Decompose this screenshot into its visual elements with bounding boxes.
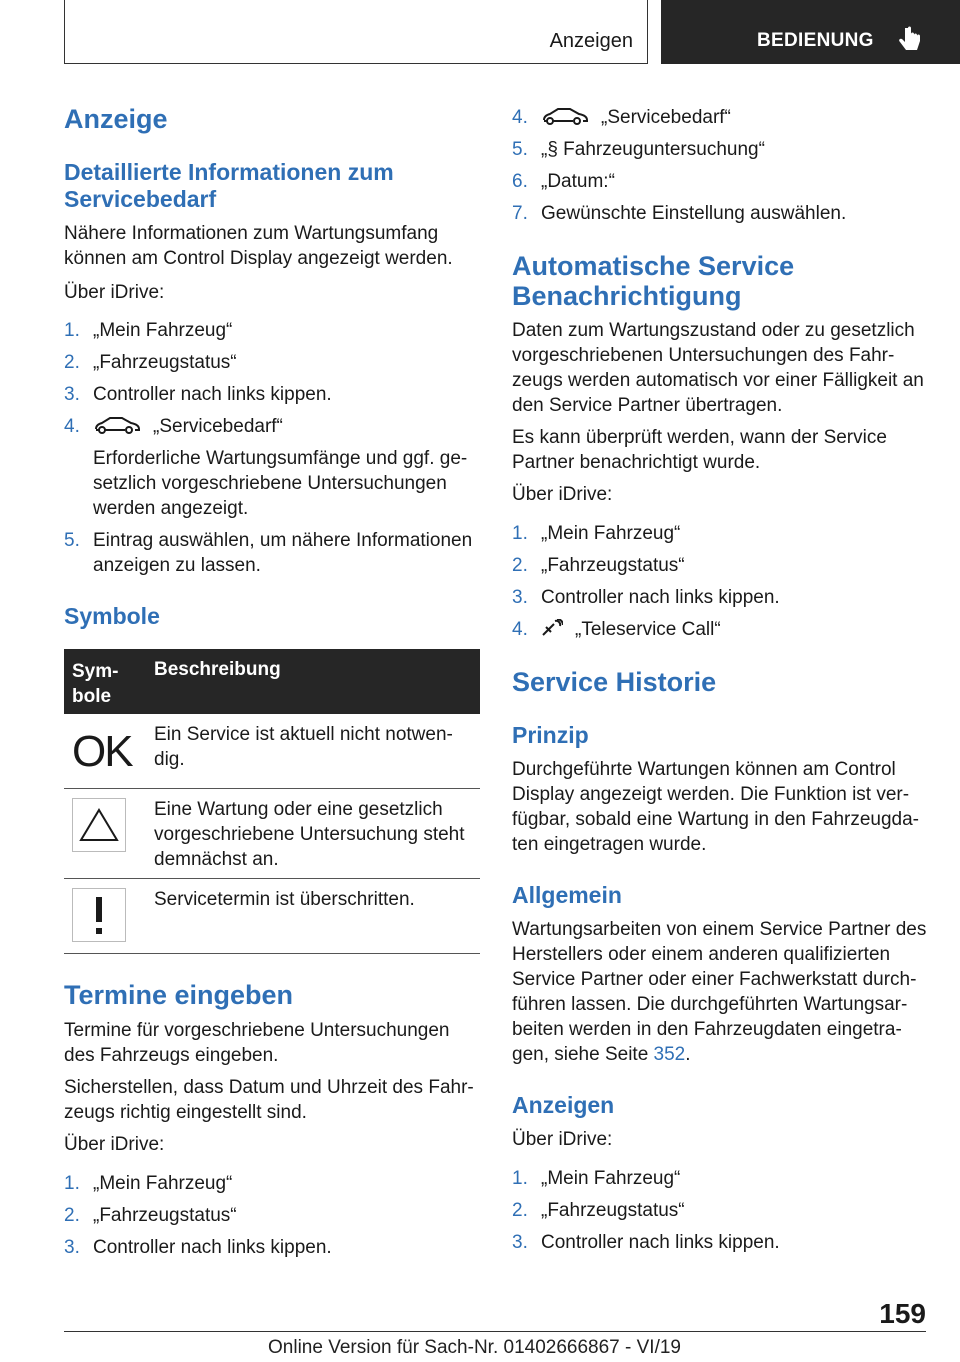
paragraph-line: Wartungsarbeiten von einem Service Partner des [512, 919, 927, 940]
paragraph-line: vorgeschriebenen Untersuchungen des Fahr- [512, 345, 895, 366]
page-number: 159 [879, 1298, 926, 1329]
step4-description-line: setzlich vorgeschriebene Untersuchungen [93, 473, 447, 494]
symbol-table-header: Sym- bole Beschreibung [64, 649, 480, 714]
paragraph-uber-idrive: Über iDrive: [512, 484, 613, 505]
table-divider [64, 788, 480, 789]
paragraph-line: des Fahrzeugs eingeben. [64, 1045, 279, 1066]
paragraph-line: ten eingetragen wurde. [512, 834, 707, 855]
table-divider [64, 878, 480, 879]
paragraph-line: Es kann überprüft werden, wann der Service [512, 427, 887, 448]
paragraph-line: Sicherstellen, dass Datum und Uhrzeit des Fahr- [64, 1077, 474, 1098]
paragraph-uber-idrive: Über iDrive: [512, 1129, 613, 1150]
paragraph-line: Durchgeführte Wartungen können am Control [512, 759, 896, 780]
paragraph-line: fügbar, sobald eine Wartung in den Fahrzeugda- [512, 809, 920, 830]
warning-triangle-icon [72, 798, 126, 852]
heading-service-historie: Service Historie [512, 667, 717, 697]
teleservice-icon [541, 619, 563, 637]
table-cell: dig. [154, 749, 185, 770]
paragraph-uber-idrive: Über iDrive: [64, 282, 165, 303]
car-service-icon [93, 416, 141, 434]
paragraph-line: Partner benachrichtigt wurde. [512, 452, 761, 473]
heading-prinzip: Prinzip [512, 722, 589, 748]
ok-symbol: OK [72, 727, 132, 776]
heading-anzeigen: Anzeigen [512, 1092, 615, 1118]
paragraph-line: Herstellers oder einem anderen qualifizierten [512, 944, 891, 965]
table-cell: Eine Wartung oder eine gesetzlich [154, 799, 443, 820]
heading-detail-line1: Detaillierte Informationen zum [64, 159, 394, 185]
paragraph-uber-idrive: Über iDrive: [64, 1134, 165, 1155]
paragraph-line: Termine für vorgeschriebene Untersuchungen [64, 1020, 450, 1041]
header-chapter-box [661, 0, 960, 64]
header-section-box [64, 0, 648, 64]
heading-allgemein: Allgemein [512, 882, 622, 908]
paragraph-line: zeugs richtig eingestellt sind. [64, 1102, 307, 1123]
exclamation-icon [72, 888, 126, 942]
header-section-title: Anzeigen [549, 30, 633, 52]
table-cell: Servicetermin ist überschritten. [154, 889, 415, 910]
heading-anzeige: Anzeige [64, 104, 168, 134]
paragraph-line: führen lassen. Die durchgeführten Wartungsar- [512, 994, 908, 1015]
heading-automatische-line2: Benachrichtigung [512, 281, 742, 311]
footer-divider [64, 1331, 926, 1332]
heading-symbole: Symbole [64, 603, 160, 629]
header-chapter-title: BEDIENUNG [757, 30, 874, 51]
step4-description-line: Erforderliche Wartungsumfänge und ggf. ge- [93, 448, 468, 469]
heading-automatische-line1: Automatische Service [512, 251, 795, 281]
paragraph-line: Display angezeigt werden. Die Funktion ist ver- [512, 784, 910, 805]
heading-termine: Termine eingeben [64, 980, 294, 1010]
step5-line2: anzeigen zu lassen. [93, 555, 261, 576]
table-cell: demnächst an. [154, 849, 279, 870]
paragraph-line: beiten werden in den Fahrzeugdaten eingetra- [512, 1019, 902, 1040]
heading-detail-line2: Servicebedarf [64, 186, 217, 212]
paragraph-line: Nähere Informationen zum Wartungsumfang [64, 223, 439, 244]
hand-pointer-icon [897, 26, 923, 54]
paragraph-line: gen, siehe Seite 352. [512, 1044, 691, 1065]
paragraph-line: den Service Partner übertragen. [512, 395, 783, 416]
paragraph-line: zeugs werden automatisch vor einer Fälligkeit an [512, 370, 924, 391]
paragraph-line: Service Partner oder einer Fachwerkstatt durch- [512, 969, 917, 990]
table-cell: Ein Service ist aktuell nicht notwen- [154, 724, 453, 745]
table-divider [64, 953, 480, 954]
paragraph-line: können am Control Display angezeigt werden. [64, 248, 453, 269]
table-cell: vorgeschriebene Untersuchung steht [154, 824, 465, 845]
paragraph-line: Daten zum Wartungszustand oder zu gesetzlich [512, 320, 915, 341]
footer-text: Online Version für Sach-Nr. 01402666867 - VI/19 [268, 1337, 681, 1358]
step4-description-line: werden angezeigt. [93, 498, 249, 519]
car-service-icon [541, 107, 589, 125]
page-link-352[interactable]: 352 [653, 1044, 686, 1065]
